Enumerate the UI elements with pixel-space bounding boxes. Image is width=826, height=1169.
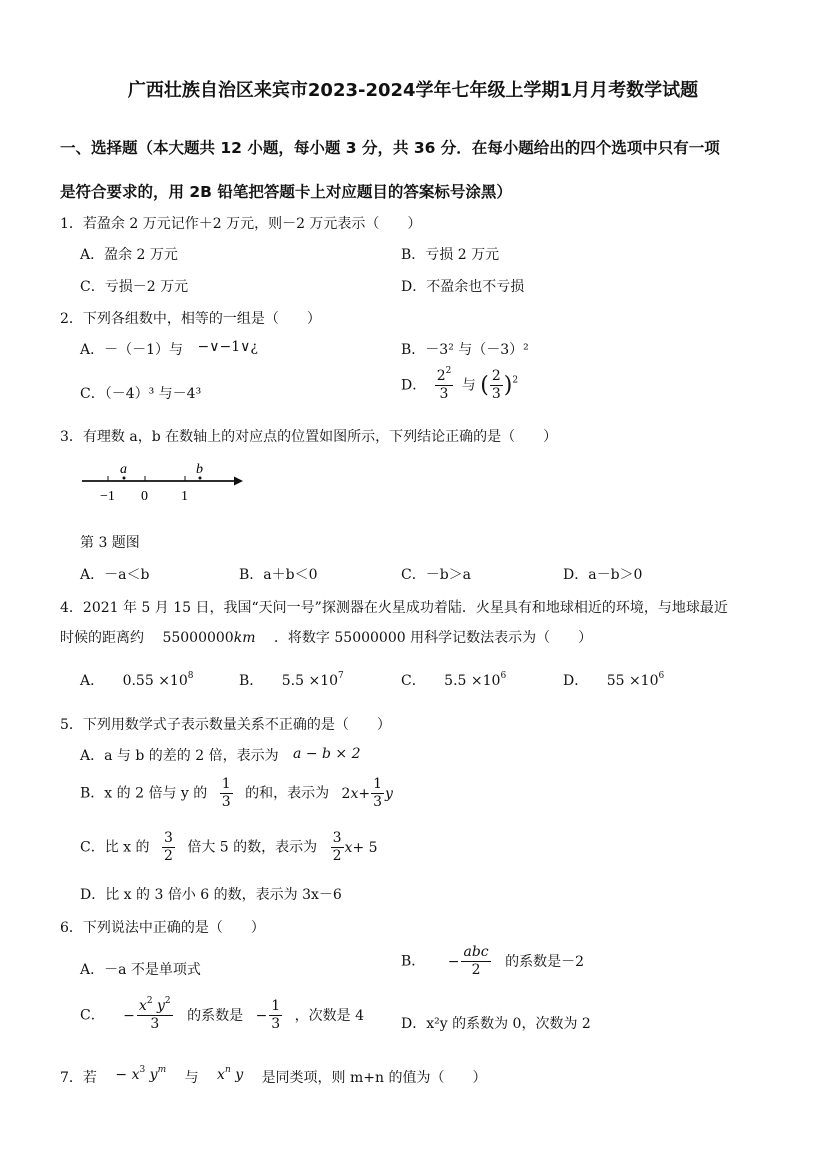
q5-option-c [80, 830, 378, 865]
q5-b-expression: 2x+ $\frac{1}{3}$ y [341, 776, 393, 810]
q5-b-fraction: $\frac{1}{3}$ [221, 776, 231, 810]
q2-option-a-text: A．－（－1）与 [80, 342, 184, 358]
q6-option-c-post: ，次数是 4 [294, 1007, 365, 1024]
q4-option-c [401, 670, 506, 690]
section-heading-line2: 是符合要求的，用 2B 铅笔把答题卡上对应题目的答案标号涂黑） [60, 183, 512, 201]
q2-d-fraction-1: $\frac{2^2}{3}$ [436, 366, 452, 402]
q4-option-d-label: D． [563, 673, 589, 689]
q4-option-b-exponent: 7 [338, 671, 344, 681]
page-title: 广西壮族自治区来宾市2023-2024学年七年级上学期1月月考数学试题 [127, 80, 699, 101]
q4-option-a [80, 670, 193, 690]
q2-option-d-and: 与 [461, 377, 476, 394]
q4-distance-value: 55000000 [162, 630, 234, 646]
q6-option-b-label: B． [401, 953, 426, 970]
q2-option-c: C．（－4）³ 与－4³ [80, 386, 202, 402]
q5-c-fraction: $\frac{3}{2}$ [163, 830, 173, 864]
q7-term-1: − $x^3$ $y^m$ [115, 1065, 167, 1083]
q5-option-c-post: 倍大 5 的数，表示为 [187, 839, 318, 856]
tick-label-1: 1 [181, 489, 188, 504]
q2-d-fraction-2: $\frac{2}{3}$ [491, 368, 501, 402]
number-line-figure [78, 456, 250, 506]
q3-option-b: B．a＋b＜0 [239, 567, 318, 583]
q4-option-a-label: A． [80, 673, 105, 689]
q5-option-a-text: A．a 与 b 的差的 2 倍，表示为 [80, 748, 279, 764]
q4-stem-post: ．将数字 55000000 用科学记数法表示为（ ） [273, 630, 593, 646]
q2-option-a [80, 339, 258, 359]
q6-option-c-mid: 的系数是 [187, 1007, 244, 1024]
tick-label-0: 0 [141, 489, 148, 504]
q7-term-2: $x^n$ y [217, 1065, 244, 1083]
q4-option-d-value: 55 ×10 [606, 673, 659, 689]
question-1-stem: 1．若盈余 2 万元记作＋2 万元，则－2 万元表示（ ） [60, 216, 422, 232]
q4-option-a-value: 0.55 ×10 [122, 673, 188, 689]
q6-option-c-label: C． [80, 1007, 105, 1024]
q6-c-expression: − $\frac{x^2 y^2}{3}$ [123, 996, 171, 1032]
q6-option-d: D．x²y 的系数为 0，次数为 2 [401, 1016, 591, 1032]
q5-option-b [80, 776, 393, 811]
q4-option-d-exponent: 6 [658, 671, 665, 681]
question-4-stem-line1: 4．2021 年 5 月 15 日，我国“天问一号”探测器在火星成功着陆．火星具有和地球相近的环境，与地球最近 [60, 600, 728, 616]
q5-c-expression: $\frac{3}{2}$ x+ 5 [332, 830, 378, 864]
figure-caption: 第 3 题图 [80, 535, 140, 551]
question-2-stem: 2．下列各组数中，相等的一组是（ ） [60, 311, 321, 327]
q6-option-a: A．－a 不是单项式 [80, 962, 201, 978]
q5-option-a [80, 745, 361, 765]
q6-option-b [401, 944, 584, 979]
section-heading-line1: 一、选择题（本大题共 12 小题，每小题 3 分，共 36 分．在每小题给出的四个选项中只有一项 [60, 139, 720, 157]
q3-option-a: A．－a＜b [80, 567, 150, 583]
q5-option-c-pre: C．比 x 的 [80, 839, 150, 856]
label-b: b [196, 462, 203, 477]
q2-option-a-math: −∨−1∨¿ [197, 339, 258, 355]
q3-option-c: C．－b＞a [401, 567, 472, 583]
q2-option-d: D． $\frac{2^2}{3}$ 与 ( $\frac{2}{3}$ )$^2$ [401, 366, 519, 402]
q5-option-b-post: 的和，表示为 [245, 785, 330, 802]
q4-option-c-label: C． [401, 673, 426, 689]
q1-option-b: B．亏损 2 万元 [401, 247, 500, 263]
q4-option-a-exponent: 8 [187, 671, 194, 681]
tick-label-minus-1: −1 [100, 489, 115, 504]
q4-option-b-value: 5.5 ×10 [281, 673, 339, 689]
q4-stem-pre: 时候的距离约 [60, 630, 144, 646]
label-a: a [120, 462, 127, 477]
q5-option-a-math: a − b × 2 [293, 746, 361, 762]
question-4-stem-line2 [60, 627, 592, 647]
q4-option-c-value: 5.5 ×10 [444, 673, 501, 689]
q6-b-expression: − $\frac{\text{abc}}{2}$ [447, 944, 489, 978]
q4-option-b-label: B． [239, 673, 264, 689]
q7-stem-post: 是同类项，则 m+n 的值为（ ） [261, 1070, 487, 1086]
q4-option-c-exponent: 6 [500, 671, 507, 681]
q2-option-b: B．－3² 与（－3）² [401, 342, 529, 358]
q7-stem-mid: 与 [184, 1070, 199, 1086]
q1-option-c: C．亏损－2 万元 [80, 279, 189, 295]
q4-option-d [563, 670, 664, 690]
q5-option-d: D．比 x 的 3 倍小 6 的数，表示为 3x－6 [80, 887, 342, 903]
q2-d-paren-close: ) [503, 373, 513, 398]
q2-option-d-label: D． [401, 377, 427, 394]
q6-option-c [80, 998, 364, 1033]
q1-option-a: A．盈余 2 万元 [80, 247, 178, 263]
q2-d-paren-open: ( [480, 373, 489, 398]
question-3-stem: 3．有理数 a，b 在数轴上的对应点的位置如图所示，下列结论正确的是（ ） [60, 429, 558, 445]
q4-distance-unit: km [233, 630, 256, 646]
question-7-stem [60, 1067, 487, 1087]
question-5-stem: 5．下列用数学式子表示数量关系不正确的是（ ） [60, 717, 391, 733]
q6-c-coefficient: − $\frac{1}{3}$ [255, 998, 281, 1032]
q3-option-d: D．a－b＞0 [563, 567, 643, 583]
q5-option-b-pre: B．x 的 2 倍与 y 的 [80, 785, 208, 802]
number-line-arrow [234, 477, 243, 486]
q4-option-b [239, 670, 344, 690]
q7-stem-pre: 7．若 [60, 1070, 97, 1086]
q6-option-b-post: 的系数是－2 [505, 953, 585, 970]
question-6-stem: 6．下列说法中正确的是（ ） [60, 920, 265, 936]
q1-option-d: D．不盈余也不亏损 [401, 279, 525, 295]
